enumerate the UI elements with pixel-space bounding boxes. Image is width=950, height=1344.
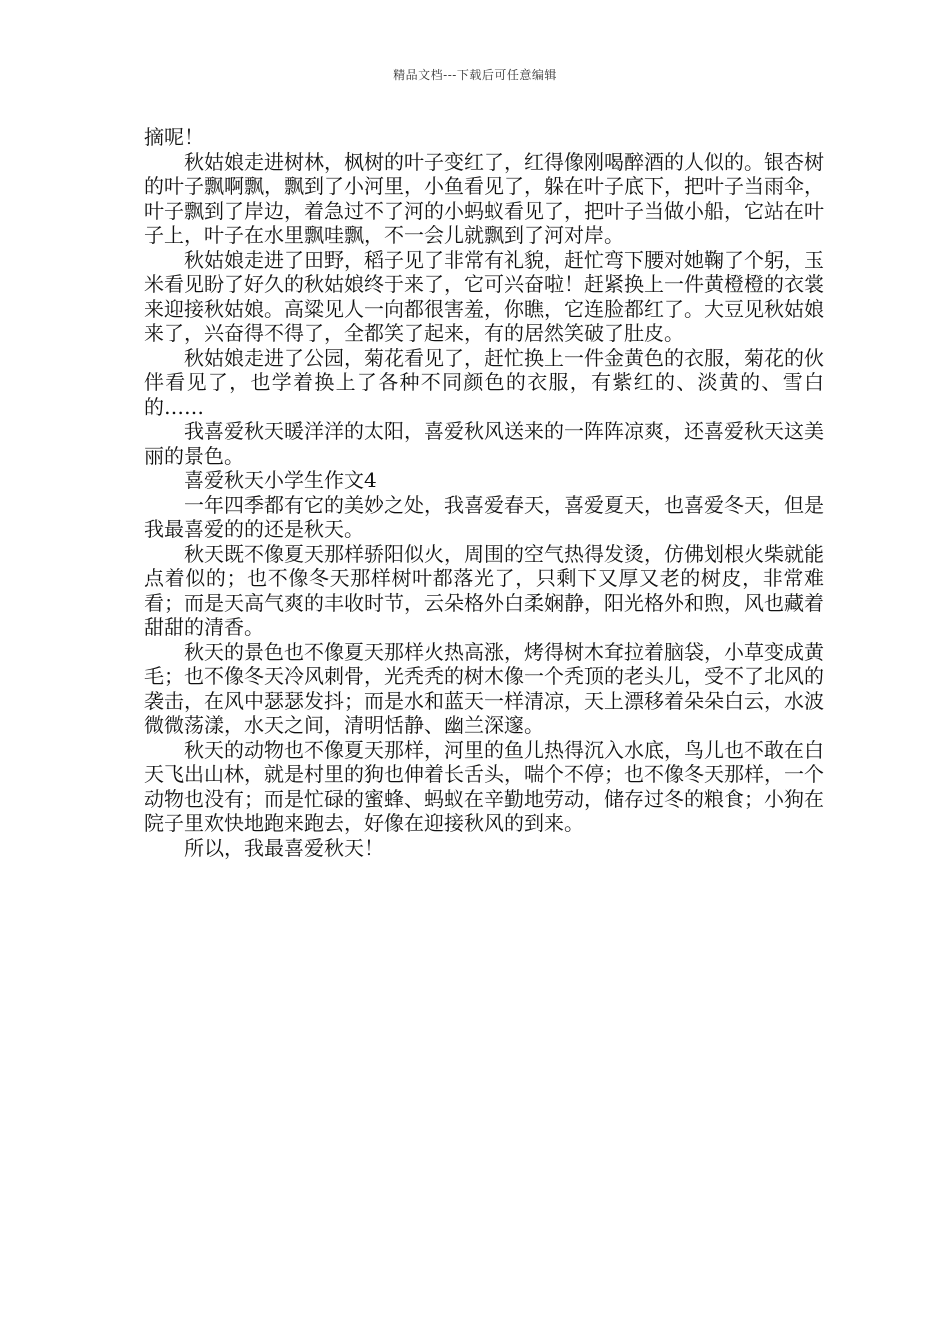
paragraph: 所以，我最喜爱秋天！ [184,835,384,860]
paragraph: 秋天的动物也不像夏天那样，河里的鱼儿热得沉入水底，鸟儿也不敢在白天飞出山林，就是村里的狗也伸着长舌头，喘个不停；也不像冬天那样，一个动物也没有；而是忙碌的蜜蜂、蚂蚁在辛勤地劳动，储存过冬的粮食；小狗在院子里欢快地跑来跑去，好像在迎接秋风的到来。 [144,737,824,835]
paragraph: 我喜爱秋天暖洋洋的太阳，喜爱秋风送来的一阵阵凉爽，还喜爱秋天这美丽的景色。 [144,419,824,468]
paragraph: 一年四季都有它的美妙之处，我喜爱春天，喜爱夏天，也喜爱冬天，但是我最喜爱的的还是秋天。 [144,492,824,541]
document-body [144,125,824,860]
paragraph: 秋姑娘走进了公园，菊花看见了，赶忙换上一件金黄色的衣服，菊花的伙伴看见了，也学着换上了各种不同颜色的衣服，有紫红的、淡黄的、雪白的…… [144,345,824,419]
page-header: 精品文档---下载后可任意编辑 [393,68,557,82]
paragraph: 秋天既不像夏天那样骄阳似火，周围的空气热得发烫，仿佛划根火柴就能点着似的；也不像冬天那样树叶都落光了，只剩下又厚又老的树皮，非常难看；而是天高气爽的丰收时节，云朵格外白柔娴静，阳光格外和煦，风也藏着甜甜的清香。 [144,541,824,639]
paragraph: 秋姑娘走进了田野，稻子见了非常有礼貌，赶忙弯下腰对她鞠了个躬，玉米看见盼了好久的秋姑娘终于来了，它可兴奋啦！赶紧换上一件黄橙橙的衣裳来迎接秋姑娘。高粱见人一向都很害羞，你瞧，它连脸都红了。大豆见秋姑娘来了，兴奋得不得了，全都笑了起来，有的居然笑破了肚皮。 [144,247,824,345]
section-title: 喜爱秋天小学生作文4 [184,468,377,492]
paragraph: 秋天的景色也不像夏天那样火热高涨，烤得树木耷拉着脑袋，小草变成黄毛；也不像冬天冷风刺骨，光秃秃的树木像一个秃顶的老头儿，受不了北风的袭击，在风中瑟瑟发抖；而是水和蓝天一样清凉，天上漂移着朵朵白云，水波微微荡漾，水天之间，清明恬静、幽兰深邃。 [144,639,824,737]
paragraph: 秋姑娘走进树林，枫树的叶子变红了，红得像刚喝醉酒的人似的。银杏树的叶子飘啊飘，飘到了小河里，小鱼看见了，躲在叶子底下，把叶子当雨伞，叶子飘到了岸边，着急过不了河的小蚂蚁看见了，把叶子当做小船，它站在叶子上，叶子在水里飘哇飘，不一会儿就飘到了河对岸。 [144,149,824,247]
paragraph: 摘呢！ [144,125,204,149]
